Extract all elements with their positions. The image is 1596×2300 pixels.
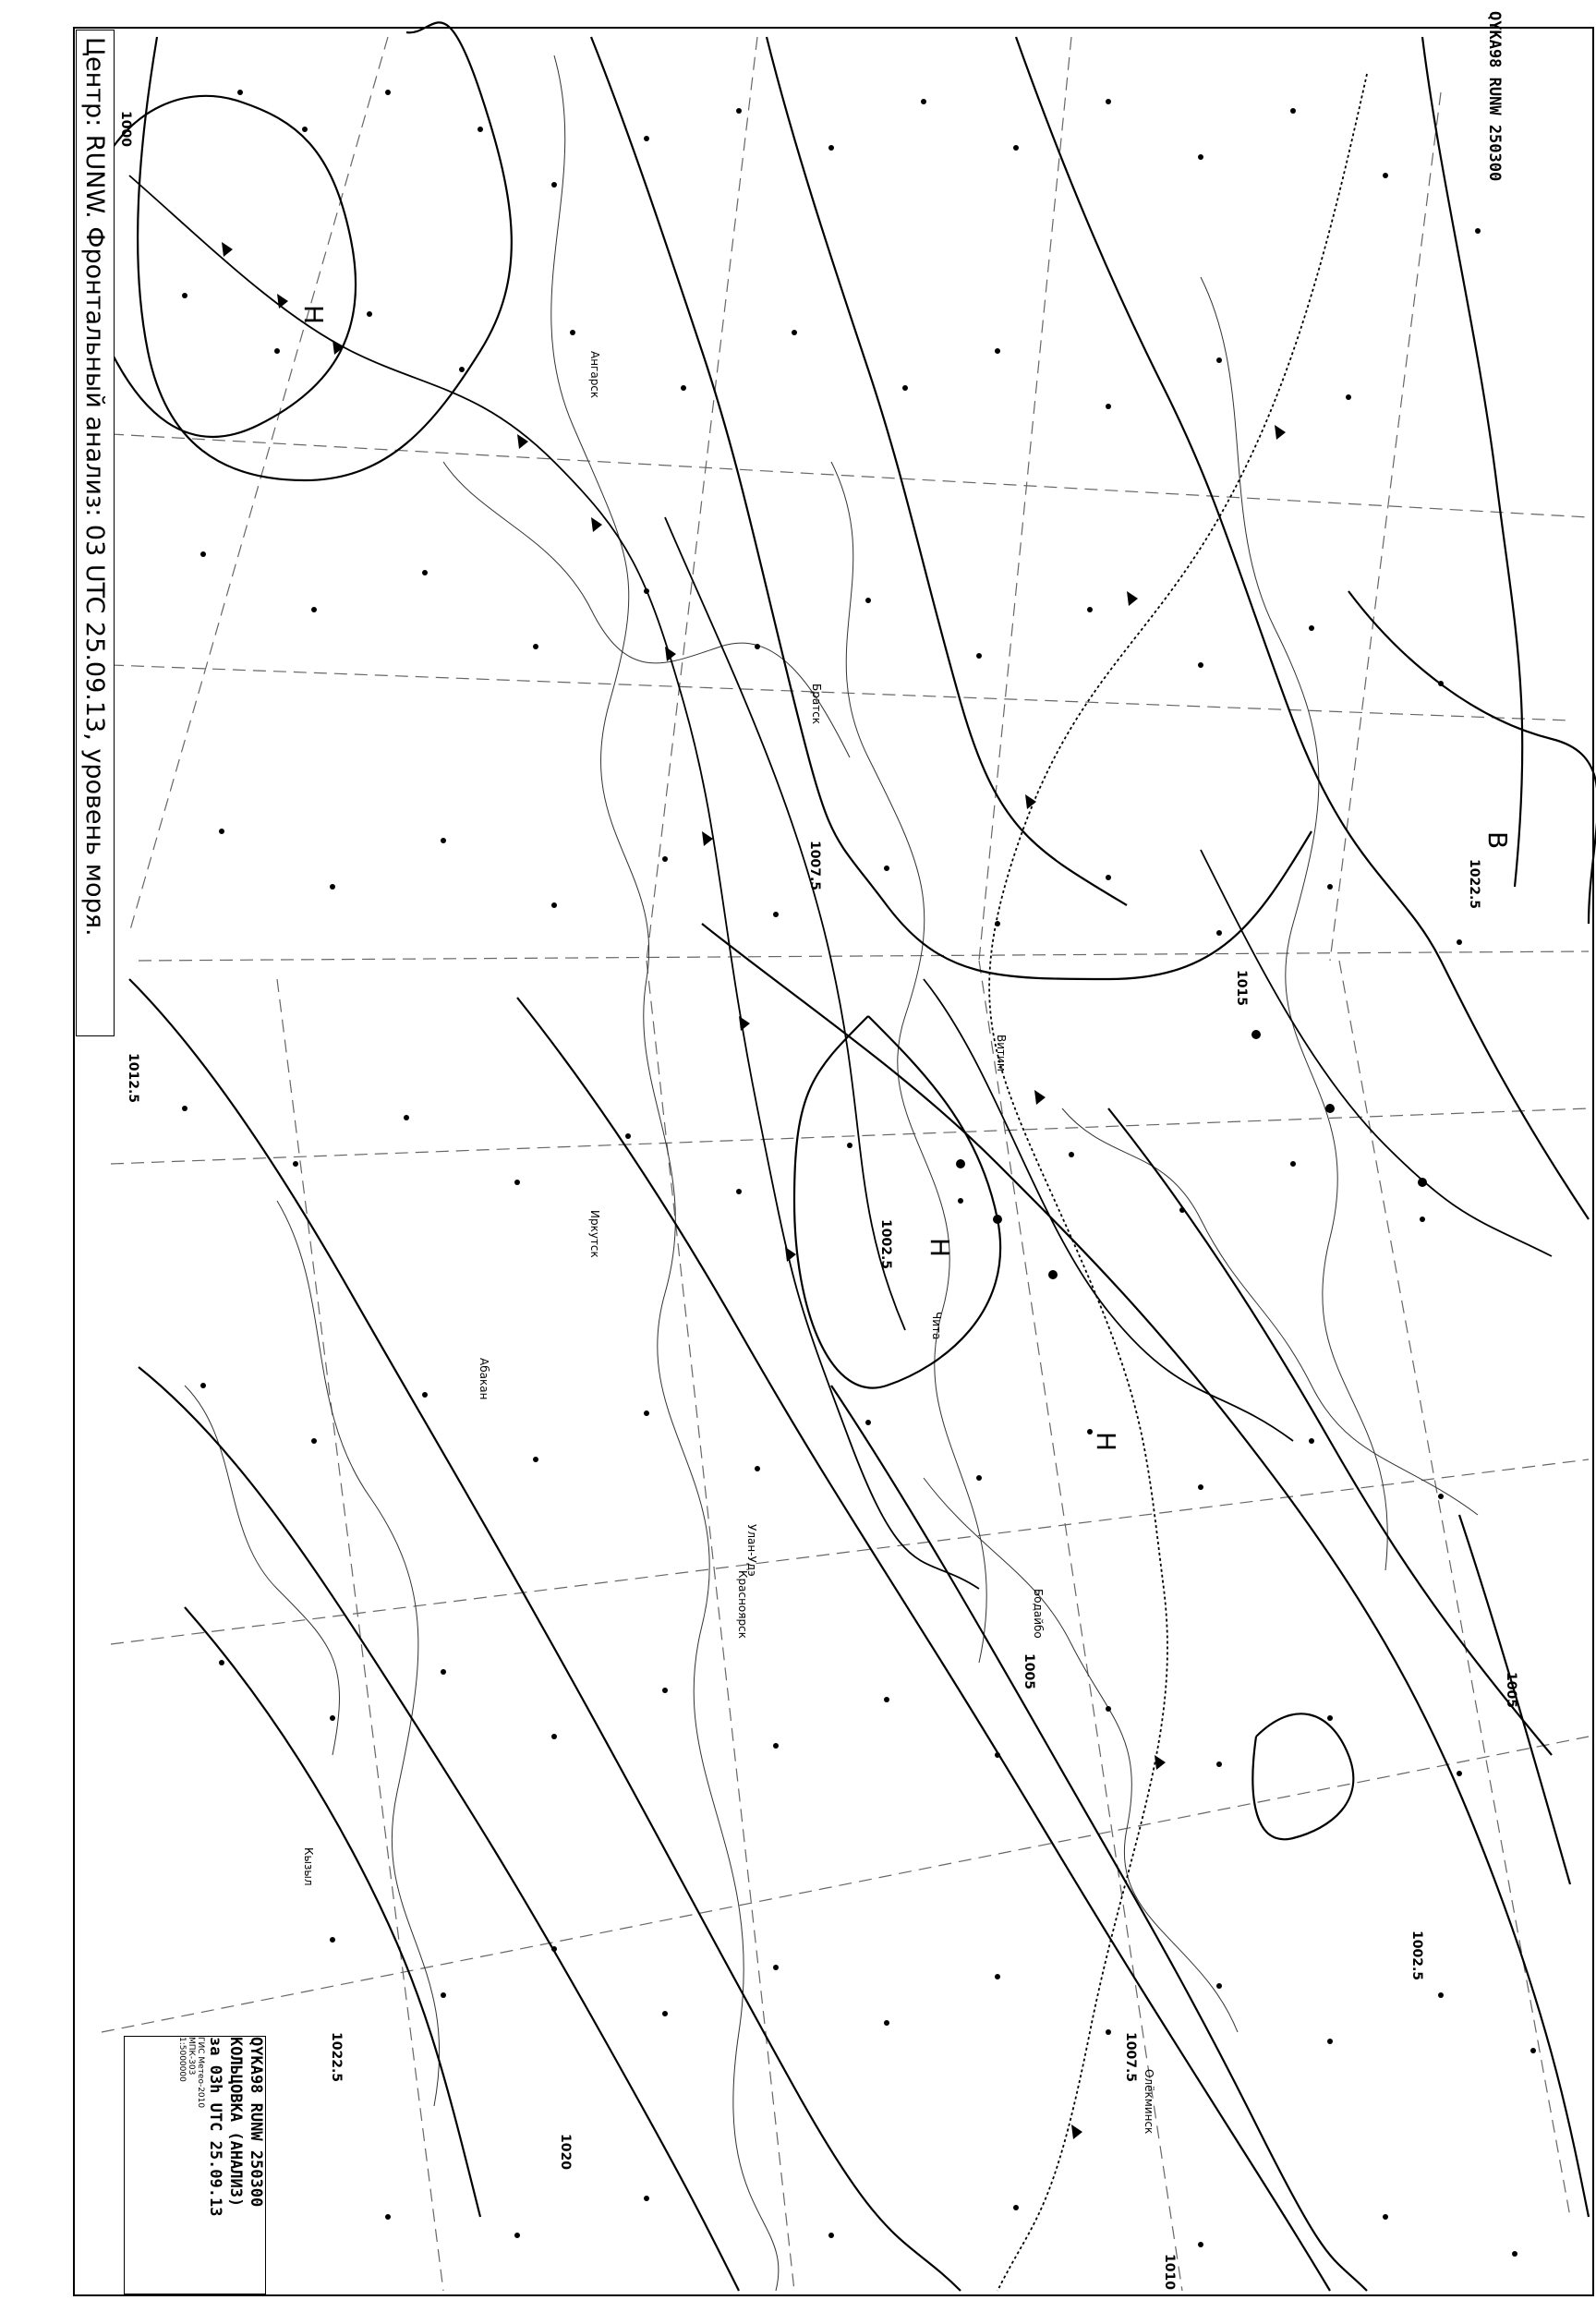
station-label: Ангарск xyxy=(588,351,601,399)
station-label: Олёкминск xyxy=(1143,2069,1155,2135)
isobar-label: 1002.5 xyxy=(1409,1931,1424,1981)
station-label: Иркутск xyxy=(588,1210,601,1258)
station-label: Красноярск xyxy=(736,1570,749,1639)
isobar-label: 1015 xyxy=(1234,970,1249,1006)
map-title: Центр: RUNW. Фронтальный анализ: 03 UTC 25.09.13, уровень моря. xyxy=(80,37,109,937)
station-label: Абакан xyxy=(478,1358,490,1400)
legend-line-4: ГИС Метео-2010 xyxy=(196,2037,205,2109)
legend-line-6: 1:5000000 xyxy=(177,2037,187,2082)
header-code: QYKA98 RUNW 250300 xyxy=(1485,11,1504,182)
legend xyxy=(177,2037,266,2216)
station-label: Витим xyxy=(995,1035,1008,1071)
legend-line-2: КОЛЬЦОВКА (АНАЛИЗ) xyxy=(226,2037,245,2208)
isobar-label: 1005 xyxy=(1504,1672,1518,1708)
station-label: Улан-Удэ xyxy=(745,1524,758,1577)
legend-line-1: QYKA98 RUNW 250300 xyxy=(247,2037,265,2208)
station-label: Бодайбо xyxy=(1032,1589,1045,1639)
isobar-label: 1020 xyxy=(558,2134,573,2170)
station-label: Братск xyxy=(810,684,823,725)
station-label: Чита xyxy=(930,1312,943,1340)
isobar-label: 1010 xyxy=(1162,2254,1177,2290)
legend-line-5: МПК-303 xyxy=(187,2037,196,2076)
isobar-label: 1022.5 xyxy=(329,2032,344,2083)
isobar-label: 1005 xyxy=(1022,1653,1036,1689)
isobar-label: 1007.5 xyxy=(1123,2032,1138,2083)
legend-line-3: за 03h UTC 25.09.13 xyxy=(206,2037,224,2217)
isobar-label: 1012.5 xyxy=(126,1053,140,1104)
station-label: Кызыл xyxy=(302,1847,315,1886)
pressure-center-low-1: Н xyxy=(298,305,329,325)
isobar-label: 1000 xyxy=(118,111,133,147)
isobar-label: 1007.5 xyxy=(807,841,822,891)
pressure-center-low-3: Н xyxy=(1091,1432,1121,1452)
isobar-label: 1022.5 xyxy=(1467,859,1481,910)
isobar-label: 1002.5 xyxy=(878,1219,893,1270)
pressure-center-high-1: В xyxy=(1482,831,1513,850)
pressure-center-low-2: Н xyxy=(925,1238,955,1258)
